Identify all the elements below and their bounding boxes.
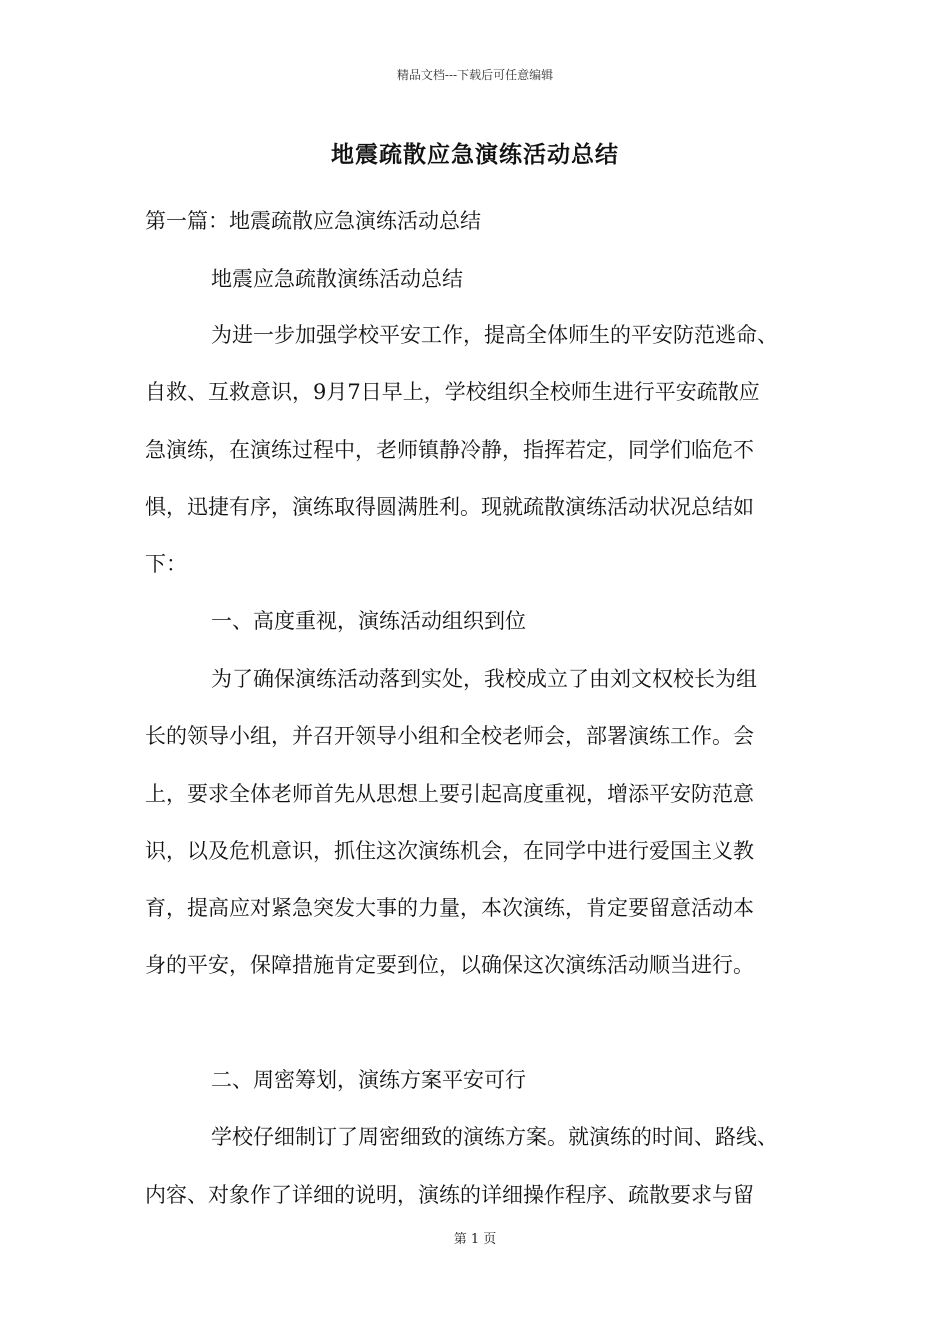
paragraph-line: 身的平安，保障措施肯定要到位，以确保这次演练活动顺当进行。 [145, 953, 754, 977]
paragraph-line: 自救、互救意识，9月7日早上，学校组织全校师生进行平安疏散应 [145, 380, 760, 404]
document-title: 地震疏散应急演练活动总结 [331, 141, 619, 168]
paragraph-line: 上，要求全体老师首先从思想上要引起高度重视，增添平安防范意 [145, 782, 754, 806]
subtitle: 地震应急疏散演练活动总结 [211, 267, 463, 291]
header-note: 精品文档---下载后可任意编辑 [396, 68, 554, 82]
paragraph-line: 育，提高应对紧急突发大事的力量，本次演练，肯定要留意活动本 [145, 896, 754, 920]
paragraph-line: 学校仔细制订了周密细致的演练方案。就演练的时间、路线、 [211, 1125, 778, 1149]
paragraph-line: 为了确保演练活动落到实处，我校成立了由刘文权校长为组 [211, 667, 757, 691]
section-heading: 第一篇：地震疏散应急演练活动总结 [145, 209, 481, 233]
paragraph-line: 内容、对象作了详细的说明，演练的详细操作程序、疏散要求与留 [145, 1183, 754, 1207]
section-subheading: 一、高度重视，演练活动组织到位 [211, 609, 526, 633]
paragraph-line: 下： [145, 552, 187, 576]
paragraph-line: 惧，迅捷有序，演练取得圆满胜利。现就疏散演练活动状况总结如 [145, 495, 754, 519]
paragraph-line: 为进一步加强学校平安工作，提高全体师生的平安防范逃命、 [211, 323, 778, 347]
paragraph-line: 长的领导小组，并召开领导小组和全校老师会，部署演练工作。会 [145, 724, 754, 748]
section-subheading: 二、周密筹划，演练方案平安可行 [211, 1068, 526, 1092]
paragraph-line: 急演练，在演练过程中，老师镇静冷静，指挥若定，同学们临危不 [145, 438, 754, 462]
page-number: 第 1 页 [453, 1232, 497, 1247]
paragraph-line: 识，以及危机意识，抓住这次演练机会，在同学中进行爱国主义教 [145, 839, 754, 863]
